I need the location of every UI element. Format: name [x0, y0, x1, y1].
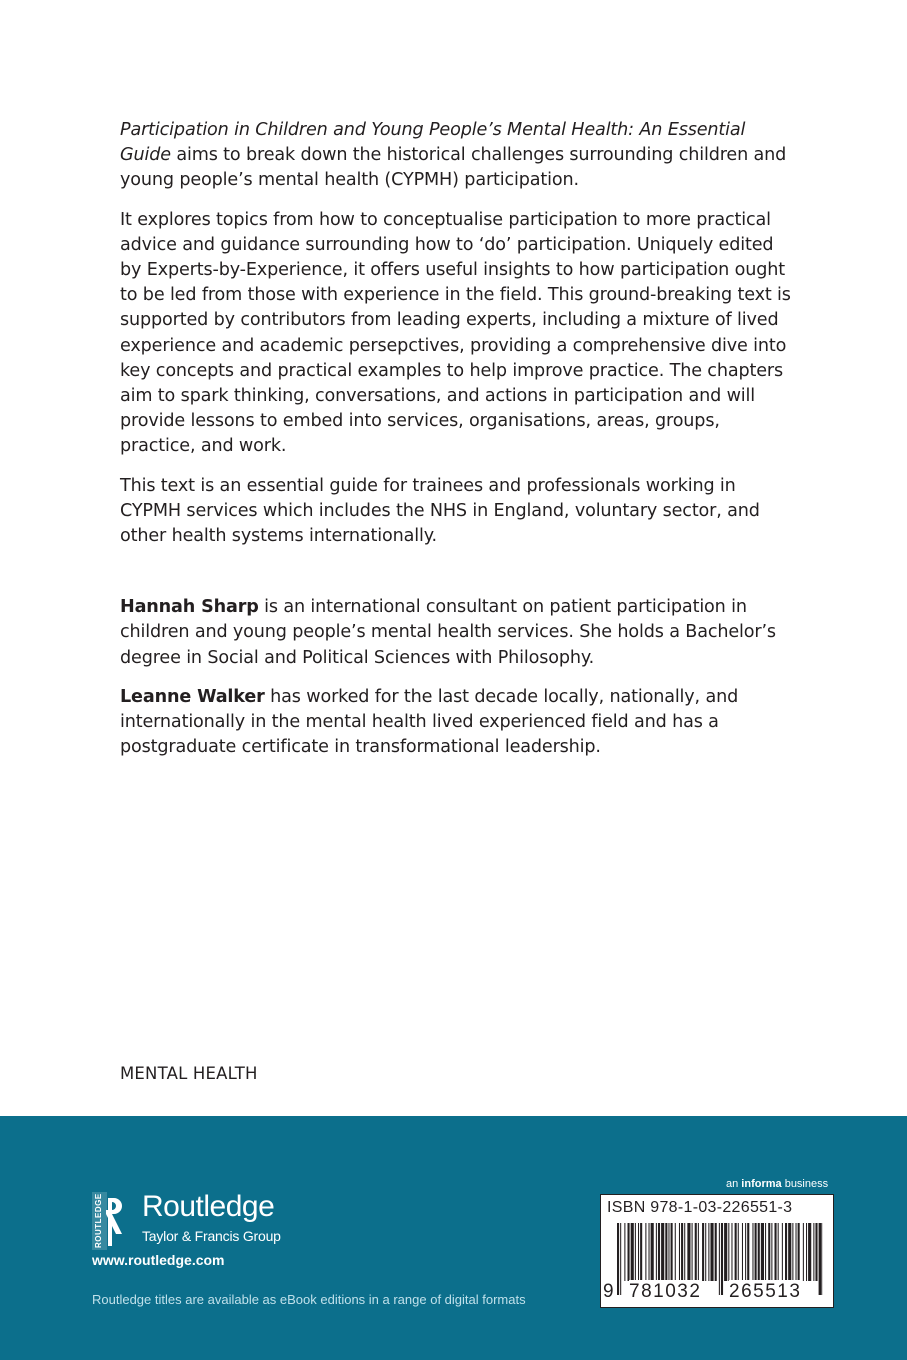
publisher-website[interactable]: www.routledge.com [92, 1252, 225, 1268]
barcode-digits-left: 781032 [629, 1281, 702, 1302]
author-name-2: Leanne Walker [120, 686, 265, 707]
publisher-name: Routledge [142, 1190, 275, 1223]
author-bio-text-1: is an international consultant on patient participation in children and young people’s mental health services. She holds a Bachelor’s degree in Social and Political Sciences with Philosophy. [120, 597, 776, 668]
author-name-1: Hannah Sharp [120, 597, 259, 618]
book-title: Participation in Children and Young People’s Mental Health: An Essential Guide [120, 120, 746, 166]
back-cover-text [120, 118, 800, 774]
description-paragraph-1-rest: aims to break down the historical challenges surrounding children and young people’s mental health (CYPMH) participation. [120, 145, 787, 191]
isbn-barcode [600, 1194, 834, 1308]
subject-category: MENTAL HEALTH [120, 1064, 258, 1083]
author-bio-2 [120, 685, 800, 761]
isbn-number: ISBN 978-1-03-226551-3 [607, 1199, 793, 1216]
publisher-footer [0, 1116, 907, 1360]
author-bio-text-2: has worked for the last decade locally, nationally, and internationally in the mental health lived experienced field and has a postgraduate certificate in transformational leadership. [120, 686, 739, 758]
description-paragraph-2: It explores topics from how to conceptualise participation to more practical advice and guidance surrounding how to ‘do’ participation. Uniquely edited by Experts-by-Experience, it offers useful insights to how participation ought to be led from those with experience in the field. This ground-breaking text is supported by contributors from leading experts, including a mixture of lived experience and academic persepctives, providing a comprehensive dive into key concepts and practical examples to help improve practice. The chapters aim to spark thinking, conversations, and actions in participation and will provide lessons to embed into services, organisations, areas, groups, practice, and work. [120, 209, 791, 457]
description-paragraph-1 [120, 118, 800, 194]
barcode-digits-right: 265513 [729, 1281, 802, 1302]
author-bio-1 [120, 595, 800, 671]
barcode-digit-first: 9 [603, 1281, 616, 1302]
informa-suffix: business [781, 1178, 829, 1190]
routledge-logo [92, 1192, 352, 1250]
informa-prefix: an [726, 1178, 742, 1190]
publisher-group: Taylor & Francis Group [142, 1228, 281, 1244]
description-paragraph-3: This text is an essential guide for trainees and professionals working in CYPMH services which includes the NHS in England, voluntary sector, and other health systems internationally. [120, 475, 760, 547]
informa-brand: informa [741, 1178, 782, 1190]
routledge-vertical-wordmark: ROUTLEDGE [94, 1193, 103, 1248]
ebook-note: Routledge titles are available as eBook editions in a range of digital formats [92, 1292, 526, 1307]
informa-tagline [726, 1178, 828, 1190]
